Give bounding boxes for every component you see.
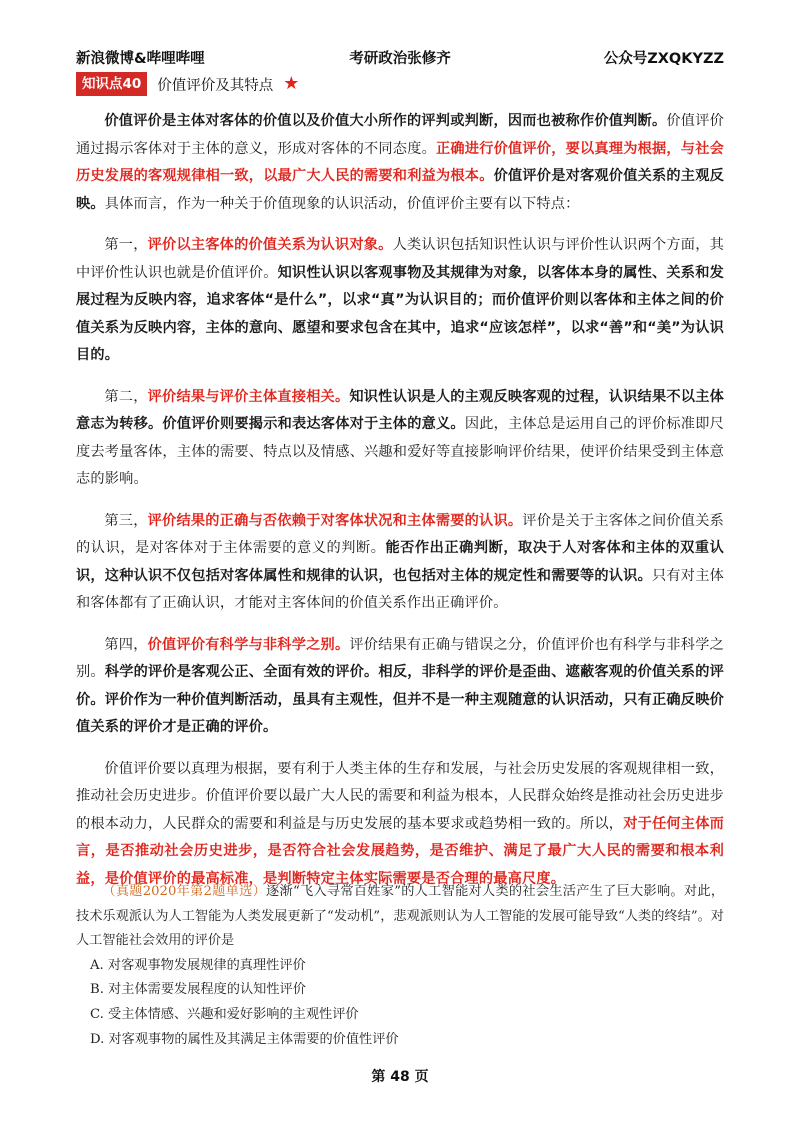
option-b: B. 对主体需要发展程度的认知性评价 [90, 982, 306, 998]
p4-sentence-1: 评价是关于主客体之间价值关系的认识，是对客体对于主体需要的意义的判断。 [76, 512, 724, 556]
option-c: C. 受主体情感、兴趣和爱好影响的主观性评价 [90, 1006, 359, 1022]
paragraph-definition [76, 108, 724, 218]
star-icon: ★ [283, 73, 300, 94]
p5-key-point: 价值评价有科学与非科学之别。 [147, 636, 350, 653]
header-right-wechat: 公众号ZXQKYZZ [603, 50, 724, 67]
paragraph-feature-3 [76, 508, 724, 618]
option-d: D. 对客观事物的属性及其满足主体需要的价值性评价 [90, 1031, 399, 1047]
header-center-author: 考研政治张修齐 [349, 50, 451, 67]
p3-sentence-1: 知识性认识是人的主观反映客观的过程，认识结果不以主体意志为转移。价值评价则要揭示和表达客体对于主体的意义。 [76, 388, 724, 432]
p4-key-point: 评价结果的正确与否依赖于对客体状况和主体需要的认识。 [147, 512, 523, 529]
question-source: （真题2020年第2题单选） [102, 884, 267, 899]
knowledge-point-heading [76, 72, 299, 96]
paragraph-feature-2 [76, 384, 724, 494]
paragraph-feature-1 [76, 232, 724, 370]
p2-lead: 第一， [104, 237, 148, 253]
p3-lead: 第二， [104, 388, 148, 405]
p6-key-point: 对于任何主体而言，是否推动社会历史进步，是否符合社会发展趋势，是否维护、满足了最广大人民的需要和根本利益，是价值评价的最高标准，是判断特定主体实际需要是否合理的最高尺度。 [76, 815, 724, 887]
page-number: 第 48 页 [371, 1069, 429, 1085]
p5-lead: 第四， [104, 636, 148, 653]
question-stem [76, 880, 724, 954]
knowledge-point-title: 价值评价及其特点 [157, 77, 274, 94]
p1-key-point: 正确进行价值评价，要以真理为根据，与社会历史发展的客观规律相一致，以最广大人民的需要和利益为根本。 [76, 140, 724, 184]
p1-definition: 价值评价是主体对客体的价值以及价值大小所作的评判或判断，因而也被称作价值判断。 [104, 113, 667, 129]
p3-key-point: 评价结果与评价主体直接相关。 [147, 388, 350, 405]
header-left-weibo-bilibili: 新浪微博&哔哩哔哩 [76, 50, 205, 67]
p5-sentence-1: 评价结果有正确与错误之分，价值评价也有科学与非科学之别。 [76, 636, 724, 680]
p4-sentence-3: 只有对主体和客体都有了正确认识，才能对主客体间的价值关系作出正确评价。 [76, 567, 724, 611]
paragraph-criteria [76, 756, 724, 894]
paragraph-feature-4 [76, 632, 724, 742]
p1-sentence-4: 价值评价是对客观价值关系的主观反映。 [76, 168, 724, 212]
question-text: 逐渐“飞入寻常百姓家”的人工智能对人类的社会生活产生了巨大影响。对此，技术乐观派认为人工智能为人类发展更新了“发动机”，悲观派则认为人工智能的发展可能导致“人类的终结”。对人工智能社会效用的评价是 [76, 884, 725, 949]
main-content [76, 108, 724, 907]
option-a: A. 对客观事物发展规律的真理性评价 [90, 957, 306, 973]
p1-sentence-2: 价值评价通过揭示客体对于主体的意义，形成对客体的不同态度。 [76, 113, 724, 157]
exam-question [76, 880, 724, 1052]
page-header [76, 46, 724, 68]
p6-sentence-1: 价值评价要以真理为根据，要有利于人类主体的生存和发展，与社会历史发展的客观规律相一致，推动社会历史进步。价值评价要以最广大人民的需要和利益为根本，人民群众始终是推动社会历史进步的根本动力，人民群众的需要和利益是与历史发展的基本要求或趋势相一致的。所以， [76, 760, 724, 832]
p5-sentence-2: 科学的评价是客观公正、全面有效的评价。相反，非科学的评价是歪曲、遮蔽客观的价值关系的评价。评价作为一种价值判断活动，虽具有主观性，但并不是一种主观随意的认识活动，只有正确反映价值关系的评价才是正确的评价。 [76, 664, 725, 735]
p1-sentence-5: 具体而言，作为一种关于价值现象的认识活动，价值评价主要有以下特点： [104, 195, 580, 212]
knowledge-point-tag: 知识点40 [76, 72, 147, 96]
p2-sentence-2: 知识性认识以客观事物及其规律为对象，以客体本身的属性、关系和发展过程为反映内容，追求客体“是什么”，以求“真”为认识目的；而价值评价则以客体和主体之间的价值关系为反映内容，主体的意向、愿望和要求包含在其中，追求“应该怎样”，以求“善”和“美”为认识目的。 [76, 264, 724, 363]
p2-sentence-1: 人类认识包括知识性认识与评价性认识两个方面，其中评价性认识也就是价值评价。 [76, 237, 724, 281]
p2-key-point: 评价以主客体的价值关系为认识对象。 [147, 237, 393, 253]
p4-sentence-2: 能否作出正确判断，取决于人对客体和主体的双重认识，这种认识不仅包括对客体属性和规律的认识，也包括对主体的规定性和需要等的认识。 [76, 540, 724, 584]
p3-sentence-2: 因此，主体总是运用自己的评价标准即尺度去考量客体，主体的需要、特点以及情感、兴趣和爱好等直接影响评价结果，使评价结果受到主体意志的影响。 [76, 416, 725, 487]
p4-lead: 第三， [104, 512, 148, 529]
